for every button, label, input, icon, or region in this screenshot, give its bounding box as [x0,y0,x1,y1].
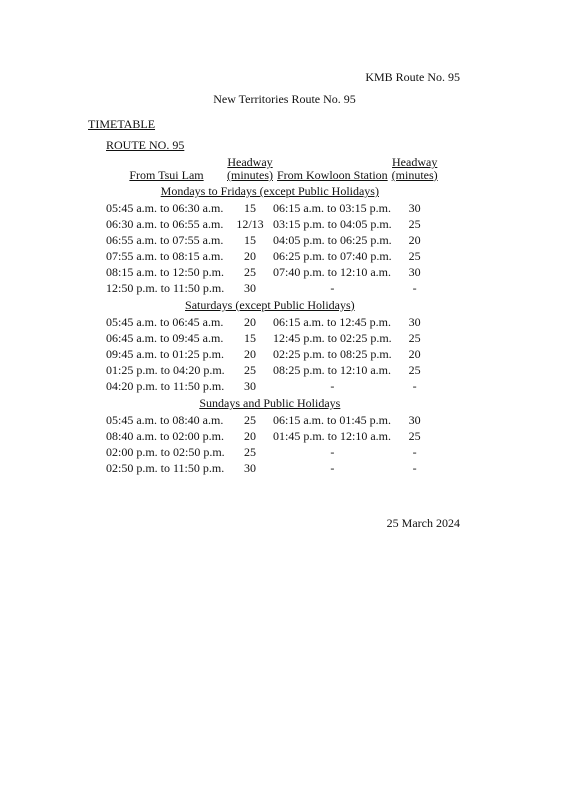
kowloon-station-period-cell: 06:25 p.m. to 07:40 p.m. [273,249,392,263]
table-row [102,444,438,460]
kowloon-station-period-cell: 04:05 p.m. to 06:25 p.m. [273,233,392,247]
kowloon-station-headway-cell: - [412,461,417,475]
tsui-lam-period-cell: 06:30 a.m. to 06:55 a.m. [106,217,224,231]
timetable-heading: TIMETABLE [88,117,156,131]
tsui-lam-period-cell: 02:00 p.m. to 02:50 p.m. [106,445,225,459]
table-row [102,264,438,280]
column-header-from-tsui-lam: From Tsui Lam [129,168,204,182]
tsui-lam-headway-cell: 15 [244,233,256,247]
kowloon-station-period-cell: 07:40 p.m. to 12:10 a.m. [273,265,391,279]
section-title: Sundays and Public Holidays [199,396,341,410]
table-row [102,378,438,394]
kowloon-station-period-cell: 01:45 p.m. to 12:10 a.m. [273,429,391,443]
kowloon-station-headway-cell: - [412,445,417,459]
tsui-lam-period-cell: 01:25 p.m. to 04:20 p.m. [106,363,225,377]
tsui-lam-headway-cell: 15 [244,201,256,215]
kowloon-station-period-cell: 03:15 p.m. to 04:05 p.m. [273,217,392,231]
kowloon-station-headway-cell: 25 [408,331,421,345]
tsui-lam-period-cell: 02:50 p.m. to 11:50 p.m. [106,461,225,475]
tsui-lam-headway-cell: 20 [244,429,256,443]
kowloon-station-headway-cell: 30 [408,201,421,215]
tsui-lam-period-cell: 06:45 a.m. to 09:45 a.m. [106,331,224,345]
kowloon-station-headway-cell: 30 [408,265,421,279]
tsui-lam-headway-cell: 25 [244,413,256,427]
kowloon-station-headway-cell: 25 [408,363,421,377]
kowloon-station-period-cell: 06:15 a.m. to 12:45 p.m. [273,315,391,329]
column-header-headway-b: Headway (minutes) [391,155,438,182]
tsui-lam-headway-cell: 15 [244,331,256,345]
kowloon-station-headway-cell: 25 [408,429,421,443]
tsui-lam-period-cell: 08:15 a.m. to 12:50 p.m. [106,265,224,279]
kowloon-station-period-cell: 02:25 p.m. to 08:25 p.m. [273,347,392,361]
route-reference: KMB Route No. 95 [365,70,460,84]
section-title: Saturdays (except Public Holidays) [185,298,355,312]
tsui-lam-period-cell: 05:45 a.m. to 06:45 a.m. [106,315,224,329]
table-row [102,280,438,296]
kowloon-station-period-cell: 12:45 p.m. to 02:25 p.m. [273,331,392,345]
kowloon-station-headway-cell: 30 [408,413,421,427]
kowloon-station-period-cell: - [330,281,335,295]
kowloon-station-headway-cell: 25 [408,217,421,231]
kowloon-station-headway-cell: 20 [408,233,421,247]
tsui-lam-headway-cell: 20 [244,249,256,263]
tsui-lam-headway-cell: 12/13 [236,217,264,231]
document-date: 25 March 2024 [386,516,460,530]
tsui-lam-headway-cell: 25 [244,445,256,459]
kowloon-station-period-cell: 06:15 a.m. to 01:45 p.m. [273,413,391,427]
table-row [102,200,438,216]
document-subtitle: New Territories Route No. 95 [213,92,356,106]
tsui-lam-headway-cell: 20 [244,315,256,329]
route-number-heading: ROUTE NO. 95 [106,138,185,152]
timetable-body [102,182,438,476]
tsui-lam-headway-cell: 20 [244,347,256,361]
table-row [102,216,438,232]
table-row [102,330,438,346]
column-header-from-kowloon-station: From Kowloon Station [277,168,388,182]
tsui-lam-headway-cell: 30 [244,461,256,475]
kowloon-station-period-cell: - [330,379,335,393]
section-heading-row [102,182,438,200]
section-title: Mondays to Fridays (except Public Holidays) [160,184,379,198]
kowloon-station-period-cell: - [330,445,335,459]
section-heading-row [102,394,438,412]
table-row [102,412,438,428]
table-row [102,232,438,248]
tsui-lam-period-cell: 09:45 a.m. to 01:25 p.m. [106,347,224,361]
kowloon-station-headway-cell: 25 [408,249,421,263]
kowloon-station-headway-cell: - [412,281,417,295]
tsui-lam-headway-cell: 25 [244,363,256,377]
column-header-headway-a: Headway (minutes) [227,155,273,182]
table-header-row [102,154,438,182]
tsui-lam-period-cell: 12:50 p.m. to 11:50 p.m. [106,281,225,295]
kowloon-station-headway-cell: 20 [408,347,421,361]
kowloon-station-period-cell: 08:25 p.m. to 12:10 a.m. [273,363,391,377]
timetable-table [102,154,438,476]
table-row [102,314,438,330]
table-row [102,460,438,476]
table-row [102,428,438,444]
kowloon-station-headway-cell: - [412,379,417,393]
tsui-lam-period-cell: 06:55 a.m. to 07:55 a.m. [106,233,224,247]
tsui-lam-period-cell: 08:40 a.m. to 02:00 p.m. [106,429,224,443]
kowloon-station-period-cell: 06:15 a.m. to 03:15 p.m. [273,201,391,215]
tsui-lam-headway-cell: 30 [244,281,256,295]
table-row [102,248,438,264]
section-heading-row [102,296,438,314]
table-row [102,362,438,378]
tsui-lam-period-cell: 04:20 p.m. to 11:50 p.m. [106,379,225,393]
tsui-lam-headway-cell: 25 [244,265,256,279]
tsui-lam-headway-cell: 30 [244,379,256,393]
kowloon-station-headway-cell: 30 [408,315,421,329]
tsui-lam-period-cell: 07:55 a.m. to 08:15 a.m. [106,249,224,263]
tsui-lam-period-cell: 05:45 a.m. to 08:40 a.m. [106,413,224,427]
kowloon-station-period-cell: - [330,461,335,475]
tsui-lam-period-cell: 05:45 a.m. to 06:30 a.m. [106,201,224,215]
table-row [102,346,438,362]
